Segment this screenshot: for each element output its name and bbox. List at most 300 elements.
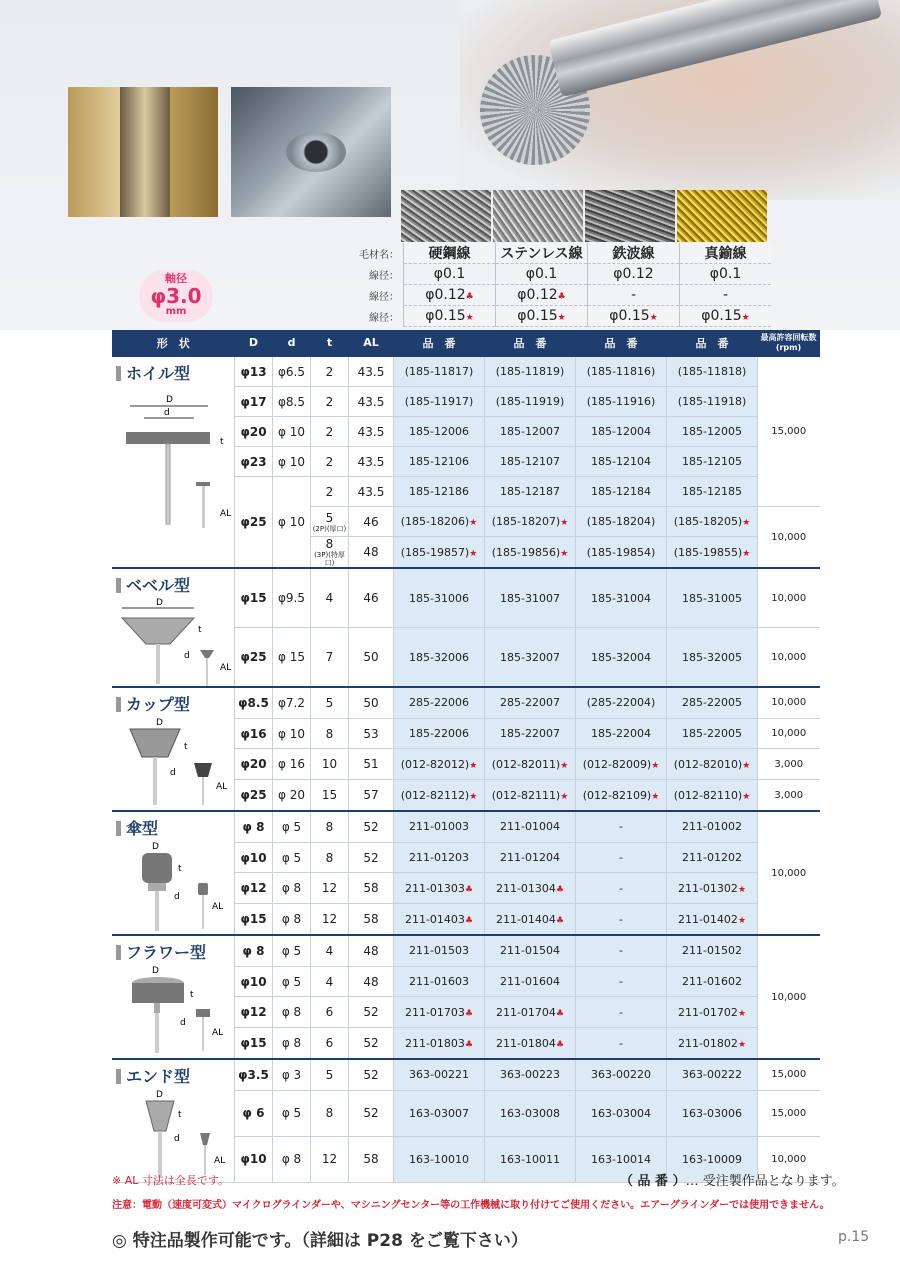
shape-name: カップ型 <box>116 692 234 715</box>
wire-diameter-value: φ0.12 <box>588 264 680 285</box>
product-code: (185-19856)★ <box>485 537 576 569</box>
product-code: (185-11819) <box>485 356 576 387</box>
diameter-d: φ 10 <box>273 477 311 569</box>
product-code: 163-03008 <box>485 1090 576 1136</box>
product-code: 285-22006 <box>394 687 485 718</box>
svg-text:d: d <box>184 651 190 661</box>
thickness-t <box>311 1028 349 1059</box>
svg-text:d: d <box>164 408 170 418</box>
product-code: 163-03004 <box>576 1090 667 1136</box>
product-code: 185-31005 <box>667 568 758 628</box>
overall-length-AL: 50 <box>349 628 394 688</box>
thickness-t <box>311 417 349 447</box>
product-code: 163-03007 <box>394 1090 485 1136</box>
product-code: (185-18206)★ <box>394 507 485 537</box>
thickness-note: (2P)(厚口) <box>312 524 347 533</box>
overall-length-AL: 52 <box>349 997 394 1028</box>
overall-length-AL: 52 <box>349 842 394 873</box>
diameter-D: φ20 <box>235 749 273 780</box>
thickness-t <box>311 507 349 537</box>
diameter-d: φ9.5 <box>273 568 311 628</box>
header-code: 品 番 <box>485 330 576 356</box>
product-code: (185-11916) <box>576 387 667 417</box>
product-code: 185-12104 <box>576 447 667 477</box>
product-code: 185-32005 <box>667 628 758 688</box>
diameter-d: φ 8 <box>273 997 311 1028</box>
product-code: (185-11919) <box>485 387 576 417</box>
wire-diameter-value: φ0.15★ <box>680 306 772 327</box>
overall-length-AL: 48 <box>349 966 394 997</box>
swatch-brass <box>677 190 767 242</box>
svg-text:D: D <box>156 598 163 608</box>
header-code: 品 番 <box>576 330 667 356</box>
table-row <box>112 356 820 387</box>
product-code: - <box>576 997 667 1028</box>
product-code: 211-01303♣ <box>394 873 485 904</box>
thickness-value: 8 <box>325 537 334 551</box>
thickness-value: 7 <box>325 650 334 664</box>
product-code: 363-00221 <box>394 1059 485 1090</box>
product-code: 185-12005 <box>667 417 758 447</box>
thickness-t <box>311 873 349 904</box>
overall-length-AL: 53 <box>349 718 394 749</box>
thickness-t <box>311 356 349 387</box>
svg-text:d: d <box>174 892 180 902</box>
diameter-D: φ25 <box>235 628 273 688</box>
svg-text:d: d <box>180 1018 186 1028</box>
product-code: 211-01504 <box>485 935 576 966</box>
shape-diagram <box>116 963 234 1058</box>
special-order-note: ◎ 特注品製作可能です。（詳細は P28 をご覧下さい） <box>112 1231 528 1251</box>
product-code: (185-18205)★ <box>667 507 758 537</box>
thickness-t <box>311 1090 349 1136</box>
product-code: 285-22007 <box>485 687 576 718</box>
product-code: 185-12006 <box>394 417 485 447</box>
product-code: 163-03006 <box>667 1090 758 1136</box>
shape-diagram <box>116 384 234 534</box>
thickness-t <box>311 904 349 935</box>
product-code: 211-01604 <box>485 966 576 997</box>
table-row <box>112 811 820 842</box>
svg-text:AL: AL <box>220 509 232 519</box>
product-code: 185-22005 <box>667 718 758 749</box>
diameter-d: φ 5 <box>273 842 311 873</box>
product-code: (185-11816) <box>576 356 667 387</box>
thickness-t <box>311 568 349 628</box>
overall-length-AL: 48 <box>349 935 394 966</box>
svg-text:AL: AL <box>214 1156 226 1166</box>
svg-text:t: t <box>178 864 182 874</box>
header-AL: AL <box>349 330 394 356</box>
wire-diameter-value: - <box>588 285 680 306</box>
thickness-value: 15 <box>321 788 338 803</box>
diameter-D: φ16 <box>235 718 273 749</box>
diameter-d: φ 5 <box>273 811 311 842</box>
max-rpm: 15,000 <box>758 356 820 507</box>
shape-cell <box>112 935 235 1059</box>
overall-length-AL: 43.5 <box>349 387 394 417</box>
order-note <box>620 1170 845 1189</box>
header-shape: 形 状 <box>112 330 235 356</box>
axis-diameter-badge <box>139 270 213 322</box>
diameter-D: φ12 <box>235 997 273 1028</box>
thickness-t <box>311 628 349 688</box>
thickness-value: 4 <box>325 591 334 605</box>
product-code: 211-01502 <box>667 935 758 966</box>
thickness-t <box>311 1059 349 1090</box>
thickness-t <box>311 997 349 1028</box>
wire-diameter-value: φ0.15★ <box>496 306 588 327</box>
thickness-t <box>311 935 349 966</box>
thickness-t <box>311 537 349 569</box>
product-code: 163-10011 <box>485 1136 576 1182</box>
svg-text:AL: AL <box>220 663 232 673</box>
shape-diagram <box>116 596 234 686</box>
page-number: p.15 <box>838 1229 870 1245</box>
thickness-t <box>311 1136 349 1182</box>
diameter-D: φ8.5 <box>235 687 273 718</box>
product-code: 211-01704♣ <box>485 997 576 1028</box>
thickness-t <box>311 447 349 477</box>
thickness-value: 12 <box>321 881 338 896</box>
thickness-t <box>311 966 349 997</box>
overall-length-AL: 51 <box>349 749 394 780</box>
max-rpm: 15,000 <box>758 1090 820 1136</box>
product-code: 211-01204 <box>485 842 576 873</box>
shape-name: ベベル型 <box>116 573 234 596</box>
thickness-value: 2 <box>325 394 334 409</box>
header-D: D <box>235 330 273 356</box>
product-code: 185-12186 <box>394 477 485 507</box>
product-code: (185-11918) <box>667 387 758 417</box>
thickness-value: 10 <box>321 757 338 772</box>
thickness-value: 8 <box>325 850 334 865</box>
diameter-D: φ3.5 <box>235 1059 273 1090</box>
svg-text:t: t <box>190 990 194 1000</box>
product-code: 211-01702★ <box>667 997 758 1028</box>
diameter-d: φ6.5 <box>273 356 311 387</box>
table-row <box>112 935 820 966</box>
material-name: 硬鋼線 <box>404 243 496 264</box>
overall-length-AL: 50 <box>349 687 394 718</box>
overall-length-AL: 46 <box>349 507 394 537</box>
shape-cell <box>112 687 235 811</box>
product-code: 185-32004 <box>576 628 667 688</box>
diameter-d: φ 16 <box>273 749 311 780</box>
diameter-d: φ 10 <box>273 447 311 477</box>
svg-text:AL: AL <box>212 1028 224 1038</box>
product-code: 211-01304♣ <box>485 873 576 904</box>
max-rpm: 10,000 <box>758 507 820 569</box>
overall-length-AL: 48 <box>349 537 394 569</box>
product-code: (012-82012)★ <box>394 749 485 780</box>
shape-name: 傘型 <box>116 816 234 839</box>
wire-diameter-value: φ0.1 <box>404 264 496 285</box>
max-rpm: 10,000 <box>758 811 820 935</box>
diameter-D: φ 8 <box>235 935 273 966</box>
diameter-d: φ 10 <box>273 718 311 749</box>
diameter-d: φ 5 <box>273 966 311 997</box>
max-rpm: 15,000 <box>758 1059 820 1090</box>
thickness-t <box>311 687 349 718</box>
product-code: 211-01803♣ <box>394 1028 485 1059</box>
product-code: 285-22005 <box>667 687 758 718</box>
thickness-t <box>311 718 349 749</box>
product-code: 363-00222 <box>667 1059 758 1090</box>
badge-unit: mm <box>165 306 187 317</box>
diameter-D: φ25 <box>235 780 273 811</box>
product-code: (185-11818) <box>667 356 758 387</box>
product-code: 363-00220 <box>576 1059 667 1090</box>
overall-length-AL: 43.5 <box>349 417 394 447</box>
header-rpm: 最高許容回転数(rpm) <box>758 330 820 356</box>
product-code: (012-82011)★ <box>485 749 576 780</box>
product-code: 211-01804♣ <box>485 1028 576 1059</box>
diameter-D: φ20 <box>235 417 273 447</box>
thickness-t <box>311 477 349 507</box>
header-code: 品 番 <box>667 330 758 356</box>
wire-diameter-value: φ0.1 <box>680 264 772 285</box>
svg-text:d: d <box>174 1134 180 1144</box>
svg-text:t: t <box>220 437 224 447</box>
diameter-d: φ8.5 <box>273 387 311 417</box>
product-code: (185-19854) <box>576 537 667 569</box>
product-code: (285-22004) <box>576 687 667 718</box>
product-code: 185-12185 <box>667 477 758 507</box>
product-code: 211-01603 <box>394 966 485 997</box>
diameter-d: φ 10 <box>273 417 311 447</box>
header-d: d <box>273 330 311 356</box>
material-name: 鉄波線 <box>588 243 680 264</box>
product-code: 185-31007 <box>485 568 576 628</box>
product-code: 185-22007 <box>485 718 576 749</box>
overall-length-AL: 46 <box>349 568 394 628</box>
shape-cell <box>112 1059 235 1183</box>
product-code: - <box>576 873 667 904</box>
product-code: 211-01203 <box>394 842 485 873</box>
swatch-stainless <box>493 190 583 242</box>
table-row <box>112 1059 820 1090</box>
thickness-value: 2 <box>325 484 334 499</box>
product-code: 211-01404♣ <box>485 904 576 935</box>
product-code: 185-12184 <box>576 477 667 507</box>
diameter-D: φ10 <box>235 842 273 873</box>
shape-diagram <box>116 839 234 934</box>
badge-title: 軸径 <box>165 272 187 285</box>
shape-cell <box>112 811 235 935</box>
overall-length-AL: 58 <box>349 873 394 904</box>
product-code: 185-32007 <box>485 628 576 688</box>
overall-length-AL: 52 <box>349 811 394 842</box>
material-table <box>343 243 771 327</box>
material-name: 真鍮線 <box>680 243 772 264</box>
product-code: 211-01302★ <box>667 873 758 904</box>
product-code: 185-32006 <box>394 628 485 688</box>
product-code: 185-31006 <box>394 568 485 628</box>
thickness-t <box>311 749 349 780</box>
max-rpm: 3,000 <box>758 780 820 811</box>
overall-length-AL: 43.5 <box>349 356 394 387</box>
overall-length-AL: 43.5 <box>349 477 394 507</box>
svg-text:D: D <box>152 842 159 852</box>
overall-length-AL: 58 <box>349 904 394 935</box>
shape-name: フラワー型 <box>116 940 234 963</box>
svg-text:t: t <box>178 1110 182 1120</box>
product-code: - <box>576 935 667 966</box>
swatch-hard-steel <box>401 190 491 242</box>
wire-diameter-label: 線径： <box>369 312 399 324</box>
thickness-value: 2 <box>325 424 334 439</box>
wire-diameter-value: φ0.1 <box>496 264 588 285</box>
diameter-d: φ 8 <box>273 1136 311 1182</box>
product-code: 185-22004 <box>576 718 667 749</box>
diameter-d: φ 8 <box>273 873 311 904</box>
wire-diameter-value: - <box>680 285 772 306</box>
shape-diagram <box>116 715 234 810</box>
product-code: - <box>576 811 667 842</box>
thickness-value: 5 <box>325 695 334 710</box>
thickness-value: 5 <box>325 510 334 525</box>
overall-length-AL: 52 <box>349 1059 394 1090</box>
product-code: 211-01202 <box>667 842 758 873</box>
product-table <box>112 330 820 1183</box>
diameter-d: φ 5 <box>273 935 311 966</box>
product-code: 185-12107 <box>485 447 576 477</box>
product-code: 185-12106 <box>394 447 485 477</box>
svg-text:t: t <box>184 742 188 752</box>
product-code: 163-10010 <box>394 1136 485 1182</box>
svg-text:AL: AL <box>216 782 228 792</box>
diameter-d: φ 20 <box>273 780 311 811</box>
product-code: 211-01403♣ <box>394 904 485 935</box>
overall-length-AL: 43.5 <box>349 447 394 477</box>
product-code: 211-01602 <box>667 966 758 997</box>
swatch-crimped-steel <box>585 190 675 242</box>
product-code: (012-82010)★ <box>667 749 758 780</box>
product-code: (185-19855)★ <box>667 537 758 569</box>
product-code: 211-01402★ <box>667 904 758 935</box>
thickness-value: 2 <box>325 454 334 469</box>
svg-text:D: D <box>156 1090 163 1100</box>
product-code: 363-00223 <box>485 1059 576 1090</box>
wire-diameter-label: 線径： <box>369 291 399 303</box>
thickness-value: 5 <box>325 1067 334 1082</box>
table-row <box>112 568 820 628</box>
header-t: t <box>311 330 349 356</box>
product-code: (185-11817) <box>394 356 485 387</box>
max-rpm: 10,000 <box>758 628 820 688</box>
product-code: 185-12105 <box>667 447 758 477</box>
diameter-D: φ10 <box>235 966 273 997</box>
thickness-value: 4 <box>325 974 334 989</box>
product-code: 211-01004 <box>485 811 576 842</box>
diameter-d: φ 5 <box>273 1090 311 1136</box>
diameter-d: φ 8 <box>273 904 311 935</box>
svg-text:D: D <box>152 966 159 976</box>
overall-length-AL: 52 <box>349 1090 394 1136</box>
product-code: 211-01703♣ <box>394 997 485 1028</box>
max-rpm: 10,000 <box>758 1136 820 1182</box>
max-rpm: 10,000 <box>758 568 820 628</box>
wire-diameter-value: φ0.15★ <box>404 306 496 327</box>
diameter-D: φ23 <box>235 447 273 477</box>
shape-cell <box>112 356 235 568</box>
overall-length-AL: 58 <box>349 1136 394 1182</box>
diameter-D: φ10 <box>235 1136 273 1182</box>
max-rpm: 10,000 <box>758 687 820 718</box>
overall-length-AL: 57 <box>349 780 394 811</box>
shape-cell <box>112 568 235 687</box>
diameter-d: φ7.2 <box>273 687 311 718</box>
diameter-D: φ12 <box>235 873 273 904</box>
product-code: 163-10014 <box>576 1136 667 1182</box>
product-code: 185-12187 <box>485 477 576 507</box>
thickness-note: (3P)(特厚口) <box>314 551 345 567</box>
diameter-D: φ17 <box>235 387 273 417</box>
wire-diameter-value: φ0.12♣ <box>496 285 588 306</box>
wire-diameter-value: φ0.12♣ <box>404 285 496 306</box>
header-code: 品 番 <box>394 330 485 356</box>
thickness-value: 12 <box>321 912 338 927</box>
thickness-value: 8 <box>325 819 334 834</box>
product-code: (185-19857)★ <box>394 537 485 569</box>
product-code: (185-11917) <box>394 387 485 417</box>
svg-text:D: D <box>166 395 173 405</box>
product-code: - <box>576 842 667 873</box>
product-code: (012-82009)★ <box>576 749 667 780</box>
product-code: (012-82112)★ <box>394 780 485 811</box>
caution-note: 注意：電動（速度可変式）マイクログラインダーや、マシニングセンター等の工作機械に取り付けてご使用ください。エアーグラインダーでは使用できません。 <box>112 1200 830 1211</box>
thickness-value: 12 <box>321 1152 338 1167</box>
thickness-t <box>311 780 349 811</box>
svg-text:D: D <box>156 718 163 728</box>
product-code: (012-82109)★ <box>576 780 667 811</box>
material-label: 毛材名： <box>359 249 399 261</box>
diameter-d: φ 15 <box>273 628 311 688</box>
thickness-t <box>311 842 349 873</box>
product-code: 185-12004 <box>576 417 667 447</box>
product-code: 211-01503 <box>394 935 485 966</box>
product-code: (012-82111)★ <box>485 780 576 811</box>
thickness-value: 6 <box>325 1036 334 1051</box>
diameter-D: φ25 <box>235 477 273 569</box>
product-code: (185-18204) <box>576 507 667 537</box>
thickness-t <box>311 387 349 417</box>
aluminum-part-photo <box>231 87 391 217</box>
material-name: ステンレス線 <box>496 243 588 264</box>
thickness-t <box>311 811 349 842</box>
product-code: 211-01003 <box>394 811 485 842</box>
product-code: - <box>576 966 667 997</box>
product-code: - <box>576 904 667 935</box>
thickness-value: 8 <box>325 726 334 741</box>
wire-diameter-value: φ0.15★ <box>588 306 680 327</box>
diameter-d: φ 3 <box>273 1059 311 1090</box>
max-rpm: 3,000 <box>758 749 820 780</box>
diameter-d: φ 8 <box>273 1028 311 1059</box>
max-rpm: 10,000 <box>758 718 820 749</box>
brass-slot-photo <box>68 87 218 217</box>
product-code: 185-12007 <box>485 417 576 447</box>
thickness-value: 6 <box>325 1005 334 1020</box>
diameter-D: φ15 <box>235 568 273 628</box>
product-code: 163-10009 <box>667 1136 758 1182</box>
max-rpm: 10,000 <box>758 935 820 1059</box>
badge-value: φ3.0 <box>150 284 202 308</box>
product-code: 185-22006 <box>394 718 485 749</box>
product-code: - <box>576 1028 667 1059</box>
shape-name: ホイル型 <box>116 361 234 384</box>
